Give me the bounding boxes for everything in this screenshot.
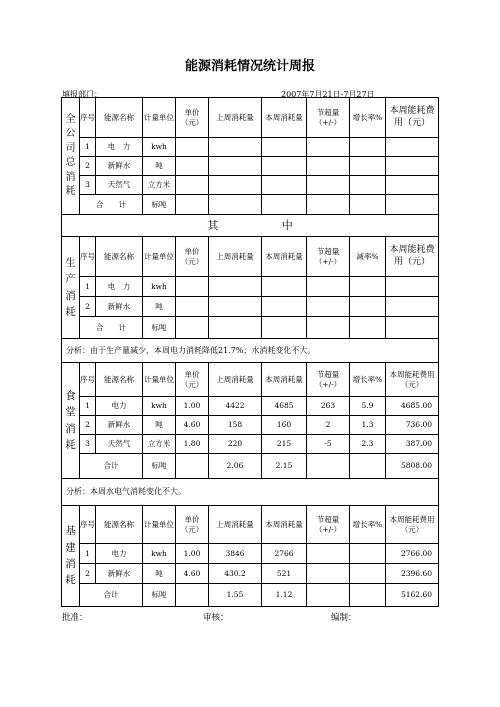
middle-label: 其 中 bbox=[62, 215, 439, 237]
section2-analysis: 分析：由于生产量减少，本周电力消耗降低21.7%；水消耗变化不大。 bbox=[62, 339, 439, 363]
section3-analysis: 分析：本周水电气消耗变化不大。 bbox=[62, 479, 439, 506]
table-row: 2 新鲜水 吨 4.60 158 160 2 1.3 736.00 bbox=[62, 416, 439, 435]
section1-label: 全公司总消耗 bbox=[62, 98, 80, 215]
header-price: 单价（元） bbox=[176, 98, 209, 138]
total-row: 合计 标吨 1.55 1.12 5162.60 bbox=[62, 584, 439, 607]
table-row: 1 电力 kwh 1.00 3846 2766 2766.00 bbox=[62, 544, 439, 564]
table-row: 1 电 力 kwh bbox=[62, 277, 439, 297]
table-row: 3 天然气 立方米 1.80 220 215 -5 2.3 387.00 bbox=[62, 435, 439, 454]
review-label: 审核： bbox=[203, 613, 229, 623]
section3-label: 食堂消耗 bbox=[62, 363, 80, 479]
table-row: 1 电力 kwh 1.00 4422 4685 263 5.9 4685.00 bbox=[62, 397, 439, 416]
total-label: 合 计 bbox=[80, 195, 143, 215]
approve-label: 批准： bbox=[62, 613, 88, 623]
header-growth: 增长率% bbox=[350, 98, 386, 138]
date-range: 2007年7月21日-7月27日 bbox=[281, 90, 375, 99]
table-row: 2 新鲜水 吨 bbox=[62, 157, 439, 176]
analysis-row bbox=[62, 339, 439, 363]
section2-label: 生产消耗 bbox=[62, 237, 80, 339]
table-row: 2 新鲜水 吨 4.60 430.2 521 2396.60 bbox=[62, 564, 439, 584]
section4-label: 基建消耗 bbox=[62, 506, 80, 607]
fill-dept-label: 填报部门： bbox=[62, 90, 102, 99]
energy-report-table bbox=[61, 97, 439, 607]
analysis-row bbox=[62, 479, 439, 506]
header-unit: 计量单位 bbox=[143, 98, 176, 138]
total-row: 合计 标吨 2.06 2.15 5808.00 bbox=[62, 454, 439, 479]
header-name: 能源名称 bbox=[96, 98, 143, 138]
section3-header-row: 食堂消耗 序号 能源名称 计量单位 单价（元） 上周消耗量 本周消耗量 节超量（+/-） 增长率% 本周能耗费用（元） bbox=[62, 363, 439, 397]
header-diff: 节超量（+/-） bbox=[307, 98, 350, 138]
section4-header-row: 基建消耗 序号 能源名称 计量单位 单价（元） 上周消耗量 本周消耗量 节超量（+/-） 增长率% 本周能耗费用（元） bbox=[62, 506, 439, 544]
total-row: 合 计 标吨 bbox=[62, 195, 439, 215]
compile-label: 编制： bbox=[331, 613, 357, 623]
section2-header-row: 生产消耗 序号 能源名称 计量单位 单价（元） 上周消耗量 本周消耗量 节超量（+/-） 减率% 本周能耗费用（元） bbox=[62, 237, 439, 277]
header-cost: 本周能耗费用（元） bbox=[386, 98, 439, 138]
report-title: 能源消耗情况统计周报 bbox=[184, 59, 315, 74]
table-row: 2 新鲜水 吨 bbox=[62, 297, 439, 317]
middle-row bbox=[62, 215, 439, 237]
section1-header-row bbox=[62, 98, 439, 138]
table-row: 1 电 力 kwh bbox=[62, 138, 439, 157]
header-last: 上周消耗量 bbox=[209, 98, 262, 138]
total-row: 合 计 标吨 bbox=[62, 317, 439, 339]
table-row: 3 天然气 立方米 bbox=[62, 176, 439, 195]
header-seq: 序号 bbox=[80, 98, 96, 138]
header-this: 本周消耗量 bbox=[262, 98, 307, 138]
